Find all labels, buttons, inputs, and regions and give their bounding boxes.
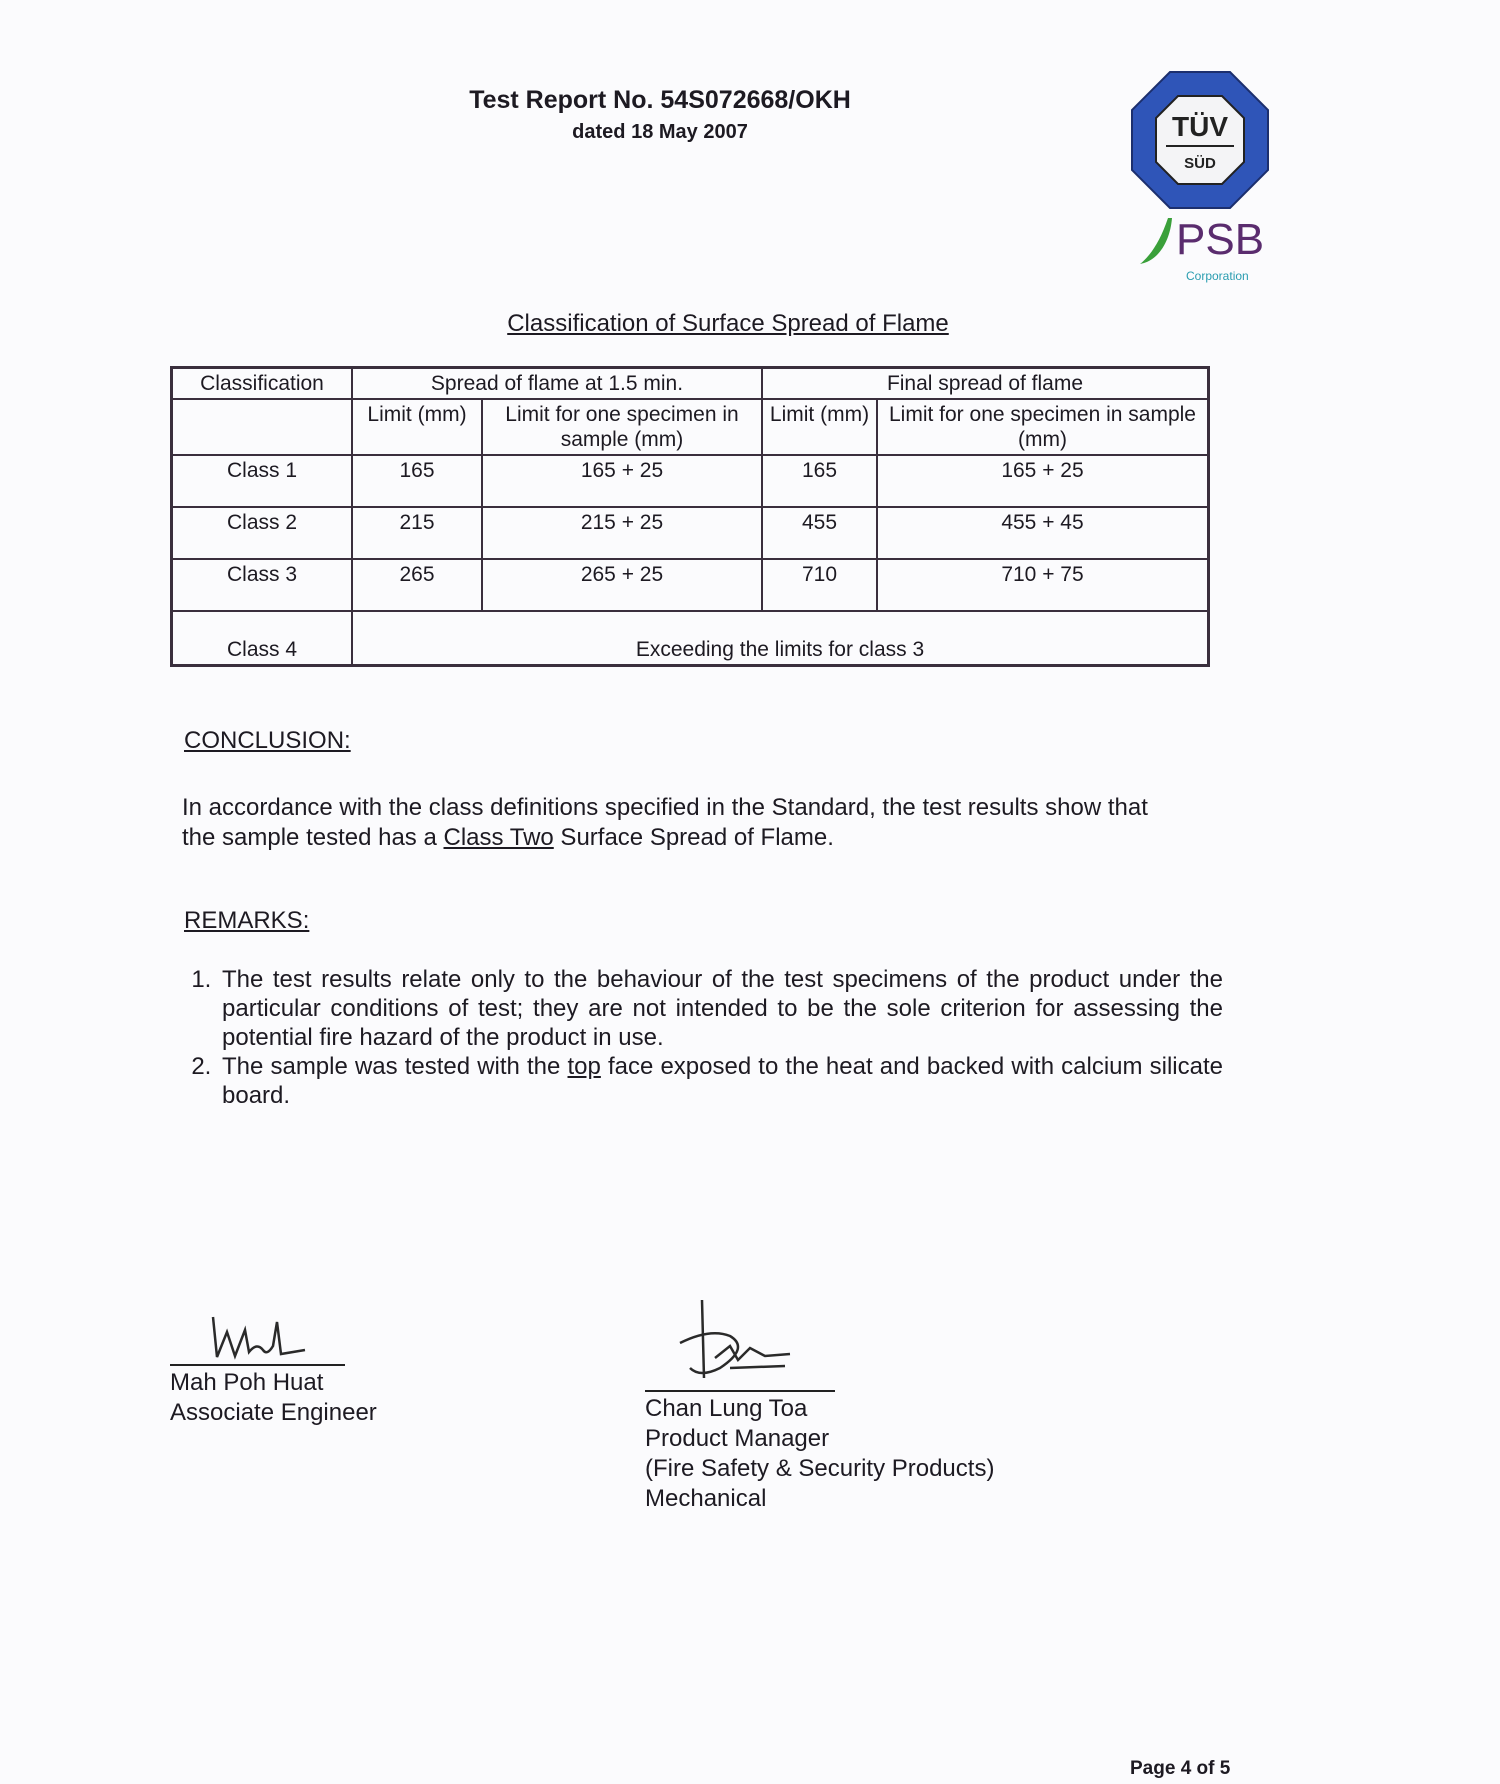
cell: 710 + 75 [877,559,1209,611]
remarks-list [178,965,1223,1110]
section-heading: Classification of Surface Spread of Flame [507,310,949,337]
logo-sud-text: SÜD [1184,155,1216,172]
header-limit: Limit (mm) [352,399,482,455]
cell: 165 + 25 [482,455,762,507]
conclusion-text [182,793,1182,853]
remark-item [218,1052,1223,1110]
table-row [172,455,1209,507]
cell: 265 [352,559,482,611]
header-classification: Classification [172,368,353,400]
table-row [172,507,1209,559]
header-empty [172,399,353,455]
cell: Class 2 [172,507,353,559]
tuv-psb-logo [1130,70,1270,284]
conclusion-class: Class Two [443,824,554,851]
cell: Class 1 [172,455,353,507]
remarks-label: REMARKS: [184,907,310,934]
logo-corporation-text: Corporation [1186,269,1249,283]
signer-name: Mah Poh Huat [170,1369,324,1396]
cell: Exceeding the limits for class 3 [352,611,1209,666]
header-spread-1-5: Spread of flame at 1.5 min. [352,368,762,400]
cell: 455 [762,507,877,559]
cell: 455 + 45 [877,507,1209,559]
cell: 165 [352,455,482,507]
header-limit-one: Limit for one specimen in sample (mm) [482,399,762,455]
remark-underline: top [567,1053,601,1080]
signer-1 [170,1368,377,1428]
signer-dept: (Fire Safety & Security Products) [645,1455,995,1482]
report-title: Test Report No. 54S072668/OKH [469,86,851,114]
cell: 265 + 25 [482,559,762,611]
page-number: Page 4 of 5 [1130,1758,1231,1779]
remark-text: The sample was tested with the [222,1053,568,1080]
report-date: dated 18 May 2007 [572,121,748,143]
signature-line [170,1364,345,1366]
header-limit-one-final: Limit for one specimen in sample (mm) [877,399,1209,455]
cell: Class 3 [172,559,353,611]
table-row [172,611,1209,666]
table-row [172,559,1209,611]
header-limit-final: Limit (mm) [762,399,877,455]
cell: 215 [352,507,482,559]
header-final-spread: Final spread of flame [762,368,1209,400]
signer-role: Product Manager [645,1425,830,1452]
remark-item: 1. The test results relate only to the behaviour of the test specimens of the product under the particular conditions of test; they are not intended to be the sole criterion for assessing the potential fire hazard of the product in use. [218,965,1223,1052]
signature-line [645,1390,835,1392]
signer-name: Chan Lung Toa [645,1395,808,1422]
cell: 710 [762,559,877,611]
remark-text: face exposed to the heat and backed with calcium silicate board. [222,1053,1223,1109]
signature-1 [205,1312,315,1362]
cell: 165 + 25 [877,455,1209,507]
logo-psb-text: PSB [1176,215,1265,264]
signer-division: Mechanical [645,1485,767,1512]
conclusion-pre: In accordance with the class definitions specified in the Standard, the test results show that the sample tested has a [182,794,1148,851]
signer-role: Associate Engineer [170,1399,377,1426]
cell: 165 [762,455,877,507]
logo-tuv-text: TÜV [1172,111,1228,142]
signature-2 [670,1298,800,1386]
conclusion-post: Surface Spread of Flame. [553,824,834,851]
conclusion-label: CONCLUSION: [184,727,351,754]
classification-table [170,366,1210,667]
cell: Class 4 [172,611,353,666]
signer-2 [645,1394,994,1514]
cell: 215 + 25 [482,507,762,559]
